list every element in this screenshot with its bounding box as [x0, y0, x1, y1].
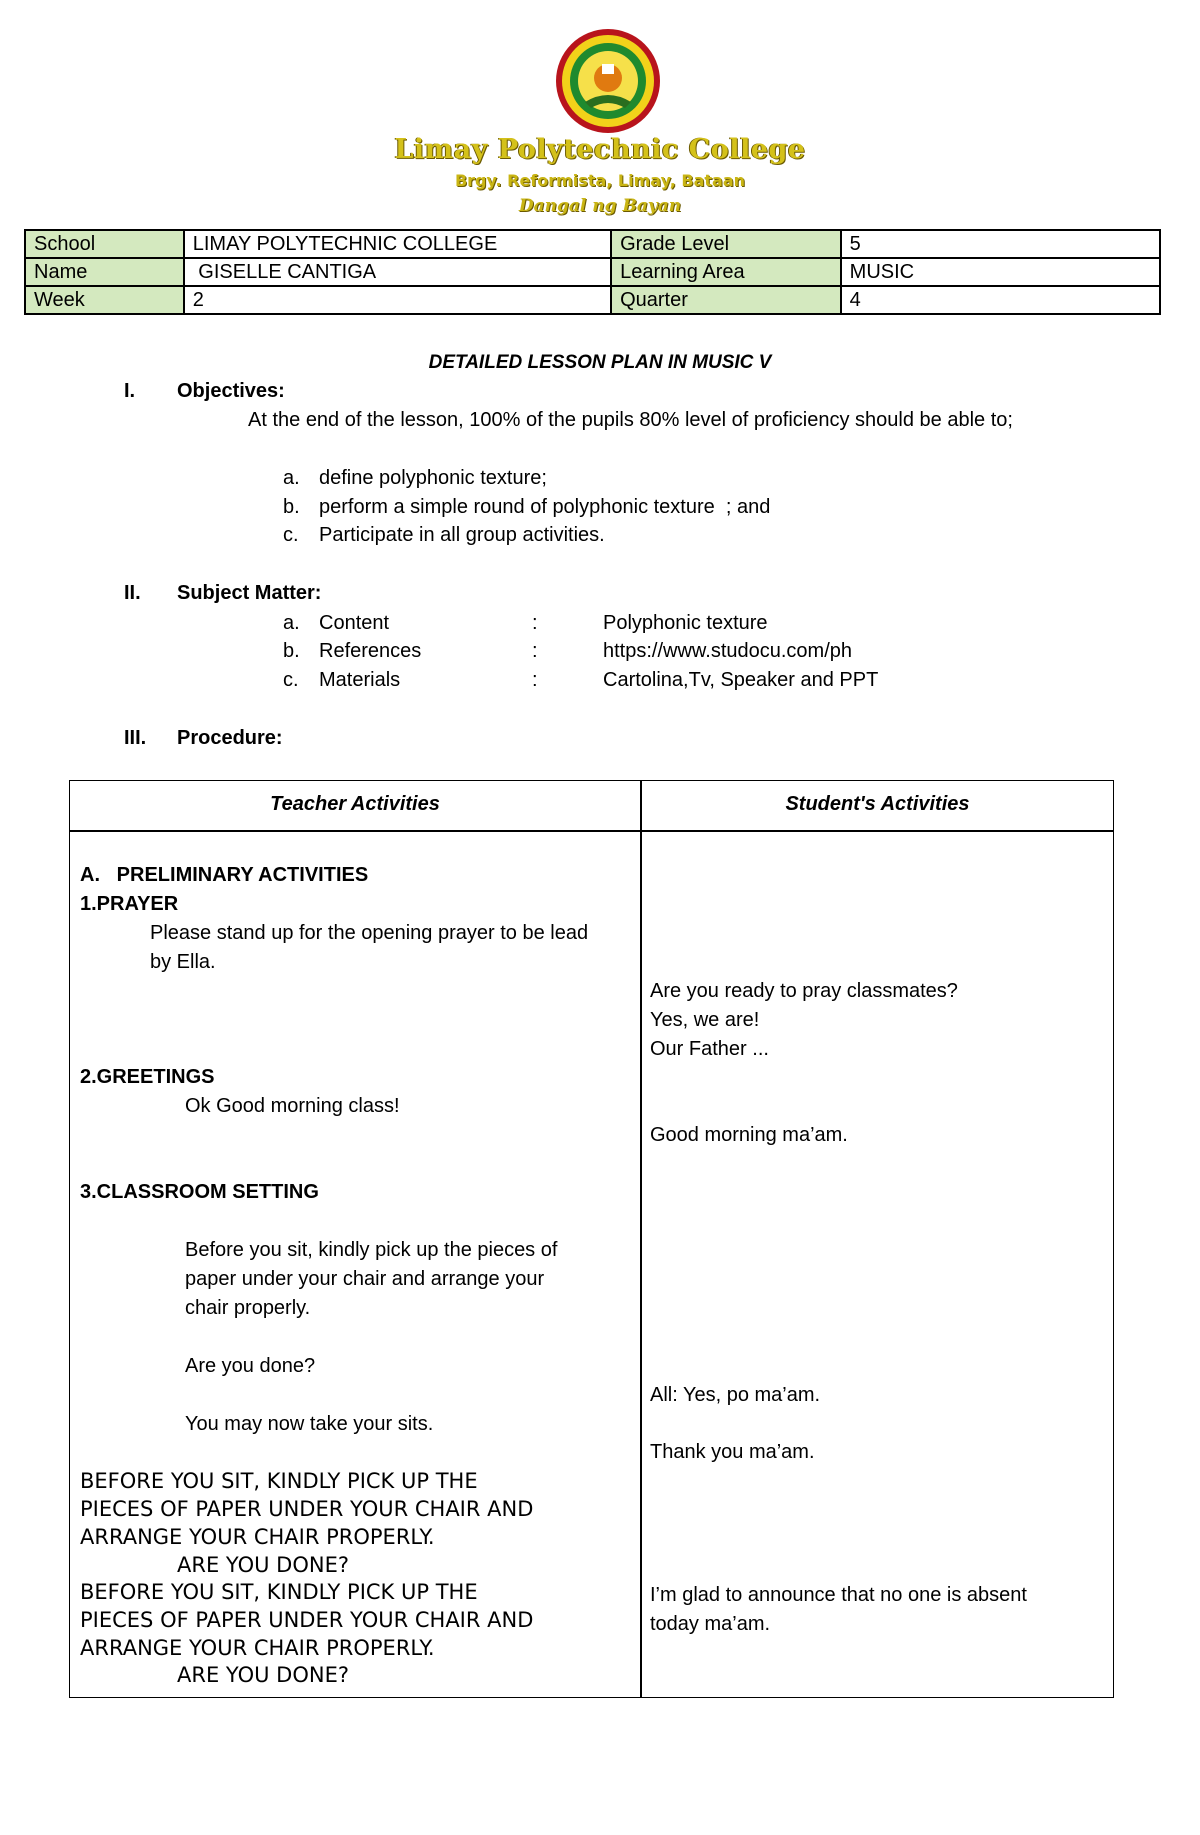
college-address: Brgy. Reformista, Limay, Bataan — [454, 171, 746, 190]
learning-area-label: Learning Area — [611, 258, 841, 286]
objectives-heading: Objectives: — [177, 380, 285, 402]
teacher-text: You may now take your sits. — [185, 1413, 434, 1435]
student-text: Our Father ... — [650, 1038, 769, 1060]
quarter-value: 4 — [841, 286, 1160, 314]
teacher-text: chair properly. — [185, 1297, 311, 1319]
teacher-text: Are you done? — [185, 1355, 316, 1377]
teacher-caps-text: PIECES OF PAPER UNDER YOUR CHAIR AND — [80, 1608, 534, 1632]
teacher-caps-text: PIECES OF PAPER UNDER YOUR CHAIR AND — [80, 1497, 534, 1521]
column-divider — [640, 781, 642, 1697]
subject-colon: : — [532, 612, 538, 634]
name-value: GISELLE CANTIGA — [184, 258, 611, 286]
student-text: I’m glad to announce that no one is absent — [650, 1584, 1027, 1606]
objective-item: Participate in all group activities. — [319, 524, 605, 546]
preliminary-activities-heading: A. PRELIMINARY ACTIVITIES — [80, 864, 369, 886]
subject-value: Polyphonic texture — [603, 612, 768, 634]
info-row — [25, 230, 1160, 258]
week-value: 2 — [184, 286, 611, 314]
student-activities-header: Student's Activities — [785, 793, 970, 815]
subject-letter: b. — [283, 640, 300, 662]
grade-level-label: Grade Level — [611, 230, 841, 258]
header-divider — [70, 830, 1113, 832]
subject-label: Materials — [319, 669, 401, 691]
subject-letter: a. — [283, 612, 300, 634]
teacher-caps-text: ARE YOU DONE? — [177, 1663, 349, 1687]
subject-matter-number: II. — [124, 582, 141, 604]
teacher-text: Before you sit, kindly pick up the pieces of — [185, 1239, 558, 1261]
objective-letter: a. — [283, 467, 300, 489]
college-motto: Dangal ng Bayan — [518, 196, 682, 216]
teacher-caps-text: ARE YOU DONE? — [177, 1553, 349, 1577]
subject-label: References — [319, 640, 422, 662]
school-label: School — [25, 230, 184, 258]
objective-item: perform a simple round of polyphonic texture ; and — [319, 496, 771, 518]
classroom-setting-heading: 3.CLASSROOM SETTING — [80, 1181, 319, 1203]
student-text: Are you ready to pray classmates? — [650, 980, 958, 1002]
teacher-text: paper under your chair and arrange your — [185, 1268, 545, 1290]
objective-letter: b. — [283, 496, 300, 518]
greetings-heading: 2.GREETINGS — [80, 1066, 215, 1088]
subject-value: Cartolina,Tv, Speaker and PPT — [603, 669, 879, 691]
student-text: All: Yes, po ma’am. — [650, 1384, 821, 1406]
subject-value: https://www.studocu.com/ph — [603, 640, 853, 662]
teacher-text: Please stand up for the opening prayer to be lead — [150, 922, 589, 944]
procedure-heading: Procedure: — [177, 727, 283, 749]
objectives-number: I. — [124, 380, 136, 402]
objectives-intro: At the end of the lesson, 100% of the pupils 80% level of proficiency should be able to; — [248, 409, 1013, 431]
grade-level-value: 5 — [841, 230, 1160, 258]
teacher-caps-text: ARRANGE YOUR CHAIR PROPERLY. — [80, 1525, 435, 1549]
subject-matter-heading: Subject Matter: — [177, 582, 322, 604]
objective-item: define polyphonic texture; — [319, 467, 547, 489]
procedure-number: III. — [124, 727, 147, 749]
student-text: Yes, we are! — [650, 1009, 760, 1031]
objective-letter: c. — [283, 524, 299, 546]
teacher-text: Ok Good morning class! — [185, 1095, 400, 1117]
week-label: Week — [25, 286, 184, 314]
info-row — [25, 258, 1160, 286]
learning-area-value: MUSIC — [841, 258, 1160, 286]
procedure-table — [69, 780, 1114, 1698]
student-text: today ma’am. — [650, 1613, 771, 1635]
subject-letter: c. — [283, 669, 299, 691]
student-text: Thank you ma’am. — [650, 1441, 815, 1463]
subject-colon: : — [532, 669, 538, 691]
document-title: DETAILED LESSON PLAN IN MUSIC V — [428, 352, 772, 373]
prayer-heading: 1.PRAYER — [80, 893, 179, 915]
quarter-label: Quarter — [611, 286, 841, 314]
info-row — [25, 286, 1160, 314]
teacher-activities-header: Teacher Activities — [270, 793, 440, 815]
college-name: Limay Polytechnic College — [394, 134, 806, 165]
subject-label: Content — [319, 612, 390, 634]
teacher-text: by Ella. — [150, 951, 216, 973]
teacher-caps-text: BEFORE YOU SIT, KINDLY PICK UP THE — [80, 1580, 478, 1604]
subject-colon: : — [532, 640, 538, 662]
info-table — [24, 229, 1161, 315]
college-seal-logo — [555, 28, 661, 134]
student-text: Good morning ma’am. — [650, 1124, 848, 1146]
name-label: Name — [25, 258, 184, 286]
school-value: LIMAY POLYTECHNIC COLLEGE — [184, 230, 611, 258]
teacher-caps-text: BEFORE YOU SIT, KINDLY PICK UP THE — [80, 1469, 478, 1493]
teacher-caps-text: ARRANGE YOUR CHAIR PROPERLY. — [80, 1636, 435, 1660]
